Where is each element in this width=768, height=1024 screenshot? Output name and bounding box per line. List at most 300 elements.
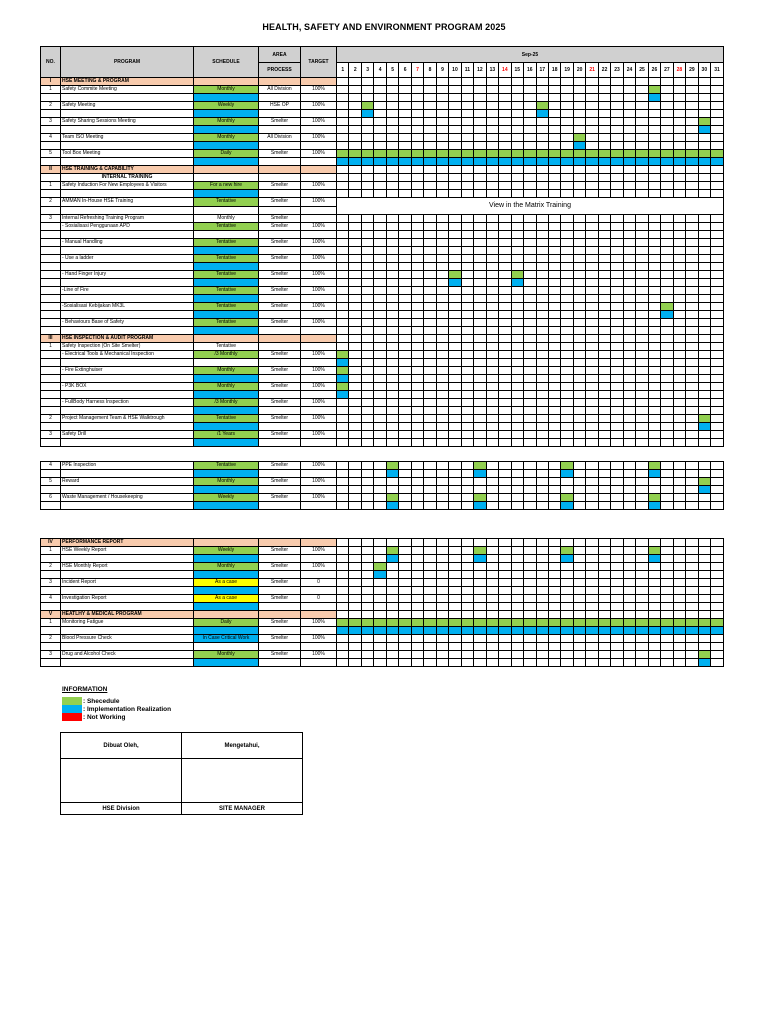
target-value: 100% bbox=[301, 287, 337, 295]
day-cell bbox=[573, 651, 585, 659]
day-cell bbox=[586, 94, 598, 102]
day-cell bbox=[361, 263, 373, 271]
program-name: PPE Inspection bbox=[61, 462, 194, 470]
day-cell bbox=[536, 367, 548, 375]
day-cell bbox=[648, 190, 660, 198]
day-cell bbox=[424, 478, 436, 486]
day-cell bbox=[611, 415, 623, 423]
day-cell bbox=[374, 375, 386, 383]
day-cell bbox=[711, 182, 724, 190]
day-header: 22 bbox=[598, 63, 610, 78]
day-cell bbox=[337, 271, 349, 279]
day-cell bbox=[386, 391, 398, 399]
day-cell bbox=[349, 439, 361, 447]
day-cell bbox=[361, 327, 373, 335]
day-cell bbox=[698, 303, 710, 311]
day-cell bbox=[573, 279, 585, 287]
day-cell bbox=[611, 383, 623, 391]
schedule-value: Tentative bbox=[194, 287, 259, 295]
day-cell bbox=[436, 94, 448, 102]
day-cell bbox=[611, 255, 623, 263]
col-program: PROGRAM bbox=[61, 47, 194, 78]
day-cell bbox=[337, 547, 349, 555]
day-cell bbox=[411, 383, 423, 391]
day-cell bbox=[673, 102, 685, 110]
day-cell bbox=[561, 102, 573, 110]
day-cell bbox=[337, 555, 349, 563]
day-cell bbox=[636, 327, 648, 335]
day-cell bbox=[648, 579, 660, 587]
day-cell bbox=[511, 579, 523, 587]
day-header: 12 bbox=[474, 63, 486, 78]
day-cell bbox=[499, 563, 511, 571]
day-cell bbox=[486, 470, 498, 478]
day-cell bbox=[486, 587, 498, 595]
day-cell bbox=[386, 359, 398, 367]
day-cell bbox=[573, 595, 585, 603]
day-cell bbox=[573, 563, 585, 571]
day-cell bbox=[598, 86, 610, 94]
day-cell bbox=[499, 327, 511, 335]
day-cell bbox=[337, 407, 349, 415]
day-cell bbox=[661, 439, 673, 447]
day-cell bbox=[424, 239, 436, 247]
day-cell bbox=[474, 279, 486, 287]
day-cell bbox=[536, 571, 548, 579]
day-cell bbox=[449, 190, 461, 198]
day-cell bbox=[698, 486, 710, 494]
day-cell bbox=[436, 579, 448, 587]
day-cell bbox=[361, 239, 373, 247]
day-cell bbox=[349, 563, 361, 571]
day-cell bbox=[636, 126, 648, 134]
day-cell bbox=[386, 295, 398, 303]
day-cell bbox=[586, 595, 598, 603]
legend-item-implementation: : Implementation Realization bbox=[62, 705, 171, 713]
day-cell bbox=[524, 118, 536, 126]
day-cell bbox=[449, 478, 461, 486]
day-cell bbox=[648, 627, 660, 635]
day-cell bbox=[661, 359, 673, 367]
day-cell bbox=[499, 391, 511, 399]
day-cell bbox=[648, 407, 660, 415]
day-cell bbox=[449, 158, 461, 166]
program-table bbox=[40, 46, 724, 667]
day-cell bbox=[536, 627, 548, 635]
day-cell bbox=[598, 555, 610, 563]
day-cell bbox=[611, 407, 623, 415]
schedule-value: Monthly bbox=[194, 118, 259, 126]
day-cell bbox=[461, 367, 473, 375]
day-cell bbox=[374, 134, 386, 142]
day-cell bbox=[449, 423, 461, 431]
day-cell bbox=[698, 158, 710, 166]
day-cell bbox=[511, 295, 523, 303]
day-cell bbox=[536, 579, 548, 587]
day-cell bbox=[686, 295, 698, 303]
day-cell bbox=[374, 359, 386, 367]
day-cell bbox=[424, 102, 436, 110]
day-cell bbox=[586, 555, 598, 563]
day-cell bbox=[611, 603, 623, 611]
day-cell bbox=[598, 407, 610, 415]
day-cell bbox=[648, 150, 660, 158]
day-cell bbox=[436, 327, 448, 335]
day-cell bbox=[411, 470, 423, 478]
day-cell bbox=[698, 651, 710, 659]
day-cell bbox=[561, 587, 573, 595]
day-cell bbox=[474, 375, 486, 383]
day-cell bbox=[349, 391, 361, 399]
day-cell bbox=[561, 150, 573, 158]
day-cell bbox=[711, 383, 724, 391]
day-cell bbox=[573, 627, 585, 635]
day-cell bbox=[561, 263, 573, 271]
day-cell bbox=[411, 651, 423, 659]
row-number: 4 bbox=[41, 134, 61, 142]
day-cell bbox=[436, 263, 448, 271]
day-cell bbox=[573, 158, 585, 166]
day-cell bbox=[686, 134, 698, 142]
day-cell bbox=[636, 383, 648, 391]
day-cell bbox=[474, 595, 486, 603]
day-cell bbox=[399, 462, 411, 470]
day-cell bbox=[411, 635, 423, 643]
day-cell bbox=[711, 247, 724, 255]
day-cell bbox=[686, 494, 698, 502]
day-cell bbox=[349, 502, 361, 510]
day-cell bbox=[424, 118, 436, 126]
day-header: 23 bbox=[611, 63, 623, 78]
day-cell bbox=[598, 303, 610, 311]
day-cell bbox=[673, 319, 685, 327]
day-cell bbox=[548, 431, 560, 439]
day-cell bbox=[536, 643, 548, 651]
day-cell bbox=[474, 86, 486, 94]
day-cell bbox=[411, 399, 423, 407]
day-cell bbox=[648, 247, 660, 255]
day-cell bbox=[711, 571, 724, 579]
day-cell bbox=[511, 494, 523, 502]
day-cell bbox=[461, 311, 473, 319]
day-cell bbox=[573, 303, 585, 311]
day-cell bbox=[461, 231, 473, 239]
section-number: II bbox=[41, 166, 61, 174]
day-cell bbox=[449, 375, 461, 383]
day-cell bbox=[673, 439, 685, 447]
day-cell bbox=[361, 431, 373, 439]
matrix-training-note: View in the Matrix Training bbox=[337, 198, 724, 215]
day-cell bbox=[623, 383, 635, 391]
day-cell bbox=[449, 118, 461, 126]
day-cell bbox=[461, 351, 473, 359]
day-cell bbox=[548, 351, 560, 359]
day-cell bbox=[486, 158, 498, 166]
day-cell bbox=[411, 351, 423, 359]
day-cell bbox=[524, 587, 536, 595]
day-cell bbox=[536, 563, 548, 571]
day-cell bbox=[536, 470, 548, 478]
day-cell bbox=[636, 439, 648, 447]
day-cell bbox=[673, 311, 685, 319]
day-cell bbox=[611, 134, 623, 142]
day-cell bbox=[511, 190, 523, 198]
day-cell bbox=[499, 158, 511, 166]
schedule-value: Weekly bbox=[194, 102, 259, 110]
day-cell bbox=[461, 391, 473, 399]
day-cell bbox=[548, 182, 560, 190]
day-cell bbox=[711, 367, 724, 375]
day-cell bbox=[349, 470, 361, 478]
day-cell bbox=[499, 407, 511, 415]
legend bbox=[62, 686, 171, 721]
day-cell bbox=[349, 247, 361, 255]
day-cell bbox=[623, 351, 635, 359]
day-cell bbox=[436, 619, 448, 627]
day-cell bbox=[586, 182, 598, 190]
day-cell bbox=[536, 158, 548, 166]
day-header: 14 bbox=[499, 63, 511, 78]
day-cell bbox=[548, 311, 560, 319]
day-cell bbox=[661, 431, 673, 439]
day-cell bbox=[661, 595, 673, 603]
day-cell bbox=[711, 255, 724, 263]
day-cell bbox=[411, 271, 423, 279]
day-cell bbox=[474, 287, 486, 295]
day-cell bbox=[623, 223, 635, 231]
day-cell bbox=[461, 462, 473, 470]
day-cell bbox=[623, 579, 635, 587]
day-cell bbox=[573, 415, 585, 423]
day-cell bbox=[511, 407, 523, 415]
day-cell bbox=[561, 486, 573, 494]
day-cell bbox=[648, 134, 660, 142]
legend-item-not-working: : Not Working bbox=[62, 713, 171, 721]
day-cell bbox=[561, 255, 573, 263]
day-cell bbox=[586, 263, 598, 271]
day-cell bbox=[561, 470, 573, 478]
day-cell bbox=[623, 311, 635, 319]
day-cell bbox=[374, 643, 386, 651]
day-cell bbox=[698, 255, 710, 263]
day-cell bbox=[698, 635, 710, 643]
day-cell bbox=[573, 494, 585, 502]
day-cell bbox=[598, 399, 610, 407]
day-cell bbox=[673, 190, 685, 198]
day-cell bbox=[499, 359, 511, 367]
day-cell bbox=[548, 86, 560, 94]
day-header: 4 bbox=[374, 63, 386, 78]
row-number bbox=[41, 319, 61, 327]
day-cell bbox=[337, 142, 349, 150]
day-cell bbox=[511, 555, 523, 563]
day-cell bbox=[486, 327, 498, 335]
day-cell bbox=[561, 502, 573, 510]
day-cell bbox=[586, 651, 598, 659]
day-cell bbox=[399, 182, 411, 190]
day-cell bbox=[424, 547, 436, 555]
day-cell bbox=[623, 555, 635, 563]
day-header: 16 bbox=[524, 63, 536, 78]
day-cell bbox=[436, 367, 448, 375]
day-cell bbox=[711, 239, 724, 247]
day-cell bbox=[511, 327, 523, 335]
day-cell bbox=[524, 579, 536, 587]
day-cell bbox=[411, 659, 423, 667]
day-cell bbox=[548, 470, 560, 478]
day-cell bbox=[548, 94, 560, 102]
day-header: 28 bbox=[673, 63, 685, 78]
day-cell bbox=[623, 134, 635, 142]
day-cell bbox=[561, 359, 573, 367]
day-cell bbox=[648, 555, 660, 563]
day-cell bbox=[399, 571, 411, 579]
day-cell bbox=[623, 423, 635, 431]
day-cell bbox=[586, 247, 598, 255]
row-number: 3 bbox=[41, 215, 61, 223]
day-cell bbox=[461, 134, 473, 142]
day-cell bbox=[548, 547, 560, 555]
day-cell bbox=[349, 555, 361, 563]
day-cell bbox=[486, 635, 498, 643]
day-cell bbox=[349, 182, 361, 190]
day-cell bbox=[386, 303, 398, 311]
day-cell bbox=[698, 375, 710, 383]
day-cell bbox=[611, 118, 623, 126]
day-cell bbox=[399, 423, 411, 431]
day-cell bbox=[486, 423, 498, 431]
day-cell bbox=[474, 255, 486, 263]
day-cell bbox=[474, 367, 486, 375]
day-cell bbox=[673, 643, 685, 651]
day-cell bbox=[661, 303, 673, 311]
page-title: HEALTH, SAFETY AND ENVIRONMENT PROGRAM 2025 bbox=[262, 22, 506, 32]
area-value: Smelter bbox=[259, 239, 301, 247]
day-cell bbox=[586, 587, 598, 595]
day-cell bbox=[449, 391, 461, 399]
day-cell bbox=[711, 486, 724, 494]
day-cell bbox=[424, 486, 436, 494]
day-cell bbox=[499, 470, 511, 478]
day-cell bbox=[461, 190, 473, 198]
day-cell bbox=[399, 478, 411, 486]
schedule-value: Monthly bbox=[194, 651, 259, 659]
day-cell bbox=[461, 94, 473, 102]
day-cell bbox=[499, 375, 511, 383]
day-cell bbox=[474, 391, 486, 399]
day-cell bbox=[361, 351, 373, 359]
day-cell bbox=[386, 478, 398, 486]
day-cell bbox=[337, 239, 349, 247]
day-cell bbox=[511, 439, 523, 447]
target-value: 100% bbox=[301, 431, 337, 439]
day-cell bbox=[536, 431, 548, 439]
day-cell bbox=[349, 142, 361, 150]
day-cell bbox=[349, 231, 361, 239]
day-cell bbox=[661, 651, 673, 659]
day-cell bbox=[611, 478, 623, 486]
schedule-value: As a case bbox=[194, 579, 259, 587]
day-cell bbox=[424, 603, 436, 611]
day-cell bbox=[524, 619, 536, 627]
day-cell bbox=[411, 102, 423, 110]
day-cell bbox=[636, 587, 648, 595]
day-cell bbox=[449, 231, 461, 239]
schedule-swatch bbox=[62, 697, 82, 705]
day-cell bbox=[711, 231, 724, 239]
day-cell bbox=[499, 587, 511, 595]
day-cell bbox=[611, 182, 623, 190]
day-cell bbox=[524, 502, 536, 510]
day-cell bbox=[611, 547, 623, 555]
day-cell bbox=[673, 547, 685, 555]
day-cell bbox=[636, 478, 648, 486]
day-cell bbox=[648, 399, 660, 407]
day-cell bbox=[598, 439, 610, 447]
day-cell bbox=[536, 94, 548, 102]
program-name: - Behaviours Base of Safety bbox=[61, 319, 194, 327]
day-cell bbox=[586, 190, 598, 198]
day-cell bbox=[436, 407, 448, 415]
day-header: 11 bbox=[461, 63, 473, 78]
day-cell bbox=[548, 231, 560, 239]
day-cell bbox=[511, 603, 523, 611]
day-cell bbox=[374, 383, 386, 391]
target-value: 100% bbox=[301, 367, 337, 375]
day-cell bbox=[561, 375, 573, 383]
day-cell bbox=[511, 271, 523, 279]
day-cell bbox=[349, 327, 361, 335]
area-value: Smelter bbox=[259, 303, 301, 311]
day-cell bbox=[411, 439, 423, 447]
day-cell bbox=[524, 134, 536, 142]
day-cell bbox=[648, 375, 660, 383]
area-value: Smelter bbox=[259, 563, 301, 571]
day-cell bbox=[636, 142, 648, 150]
day-cell bbox=[661, 102, 673, 110]
day-cell bbox=[673, 478, 685, 486]
day-cell bbox=[661, 423, 673, 431]
day-cell bbox=[661, 255, 673, 263]
day-cell bbox=[424, 643, 436, 651]
day-cell bbox=[536, 271, 548, 279]
day-cell bbox=[586, 295, 598, 303]
day-cell bbox=[399, 431, 411, 439]
day-cell bbox=[511, 311, 523, 319]
day-cell bbox=[611, 595, 623, 603]
day-cell bbox=[698, 263, 710, 271]
day-cell bbox=[499, 439, 511, 447]
day-cell bbox=[611, 375, 623, 383]
legend-title: INFORMATION bbox=[62, 686, 108, 693]
day-cell bbox=[424, 627, 436, 635]
day-cell bbox=[636, 571, 648, 579]
day-cell bbox=[511, 110, 523, 118]
day-cell bbox=[449, 239, 461, 247]
day-cell bbox=[661, 391, 673, 399]
day-cell bbox=[698, 279, 710, 287]
area-value: Smelter bbox=[259, 462, 301, 470]
day-cell bbox=[598, 423, 610, 431]
day-cell bbox=[399, 659, 411, 667]
day-cell bbox=[611, 571, 623, 579]
day-cell bbox=[511, 627, 523, 635]
day-cell bbox=[598, 486, 610, 494]
day-cell bbox=[586, 158, 598, 166]
day-cell bbox=[636, 359, 648, 367]
day-cell bbox=[573, 311, 585, 319]
day-cell bbox=[673, 94, 685, 102]
